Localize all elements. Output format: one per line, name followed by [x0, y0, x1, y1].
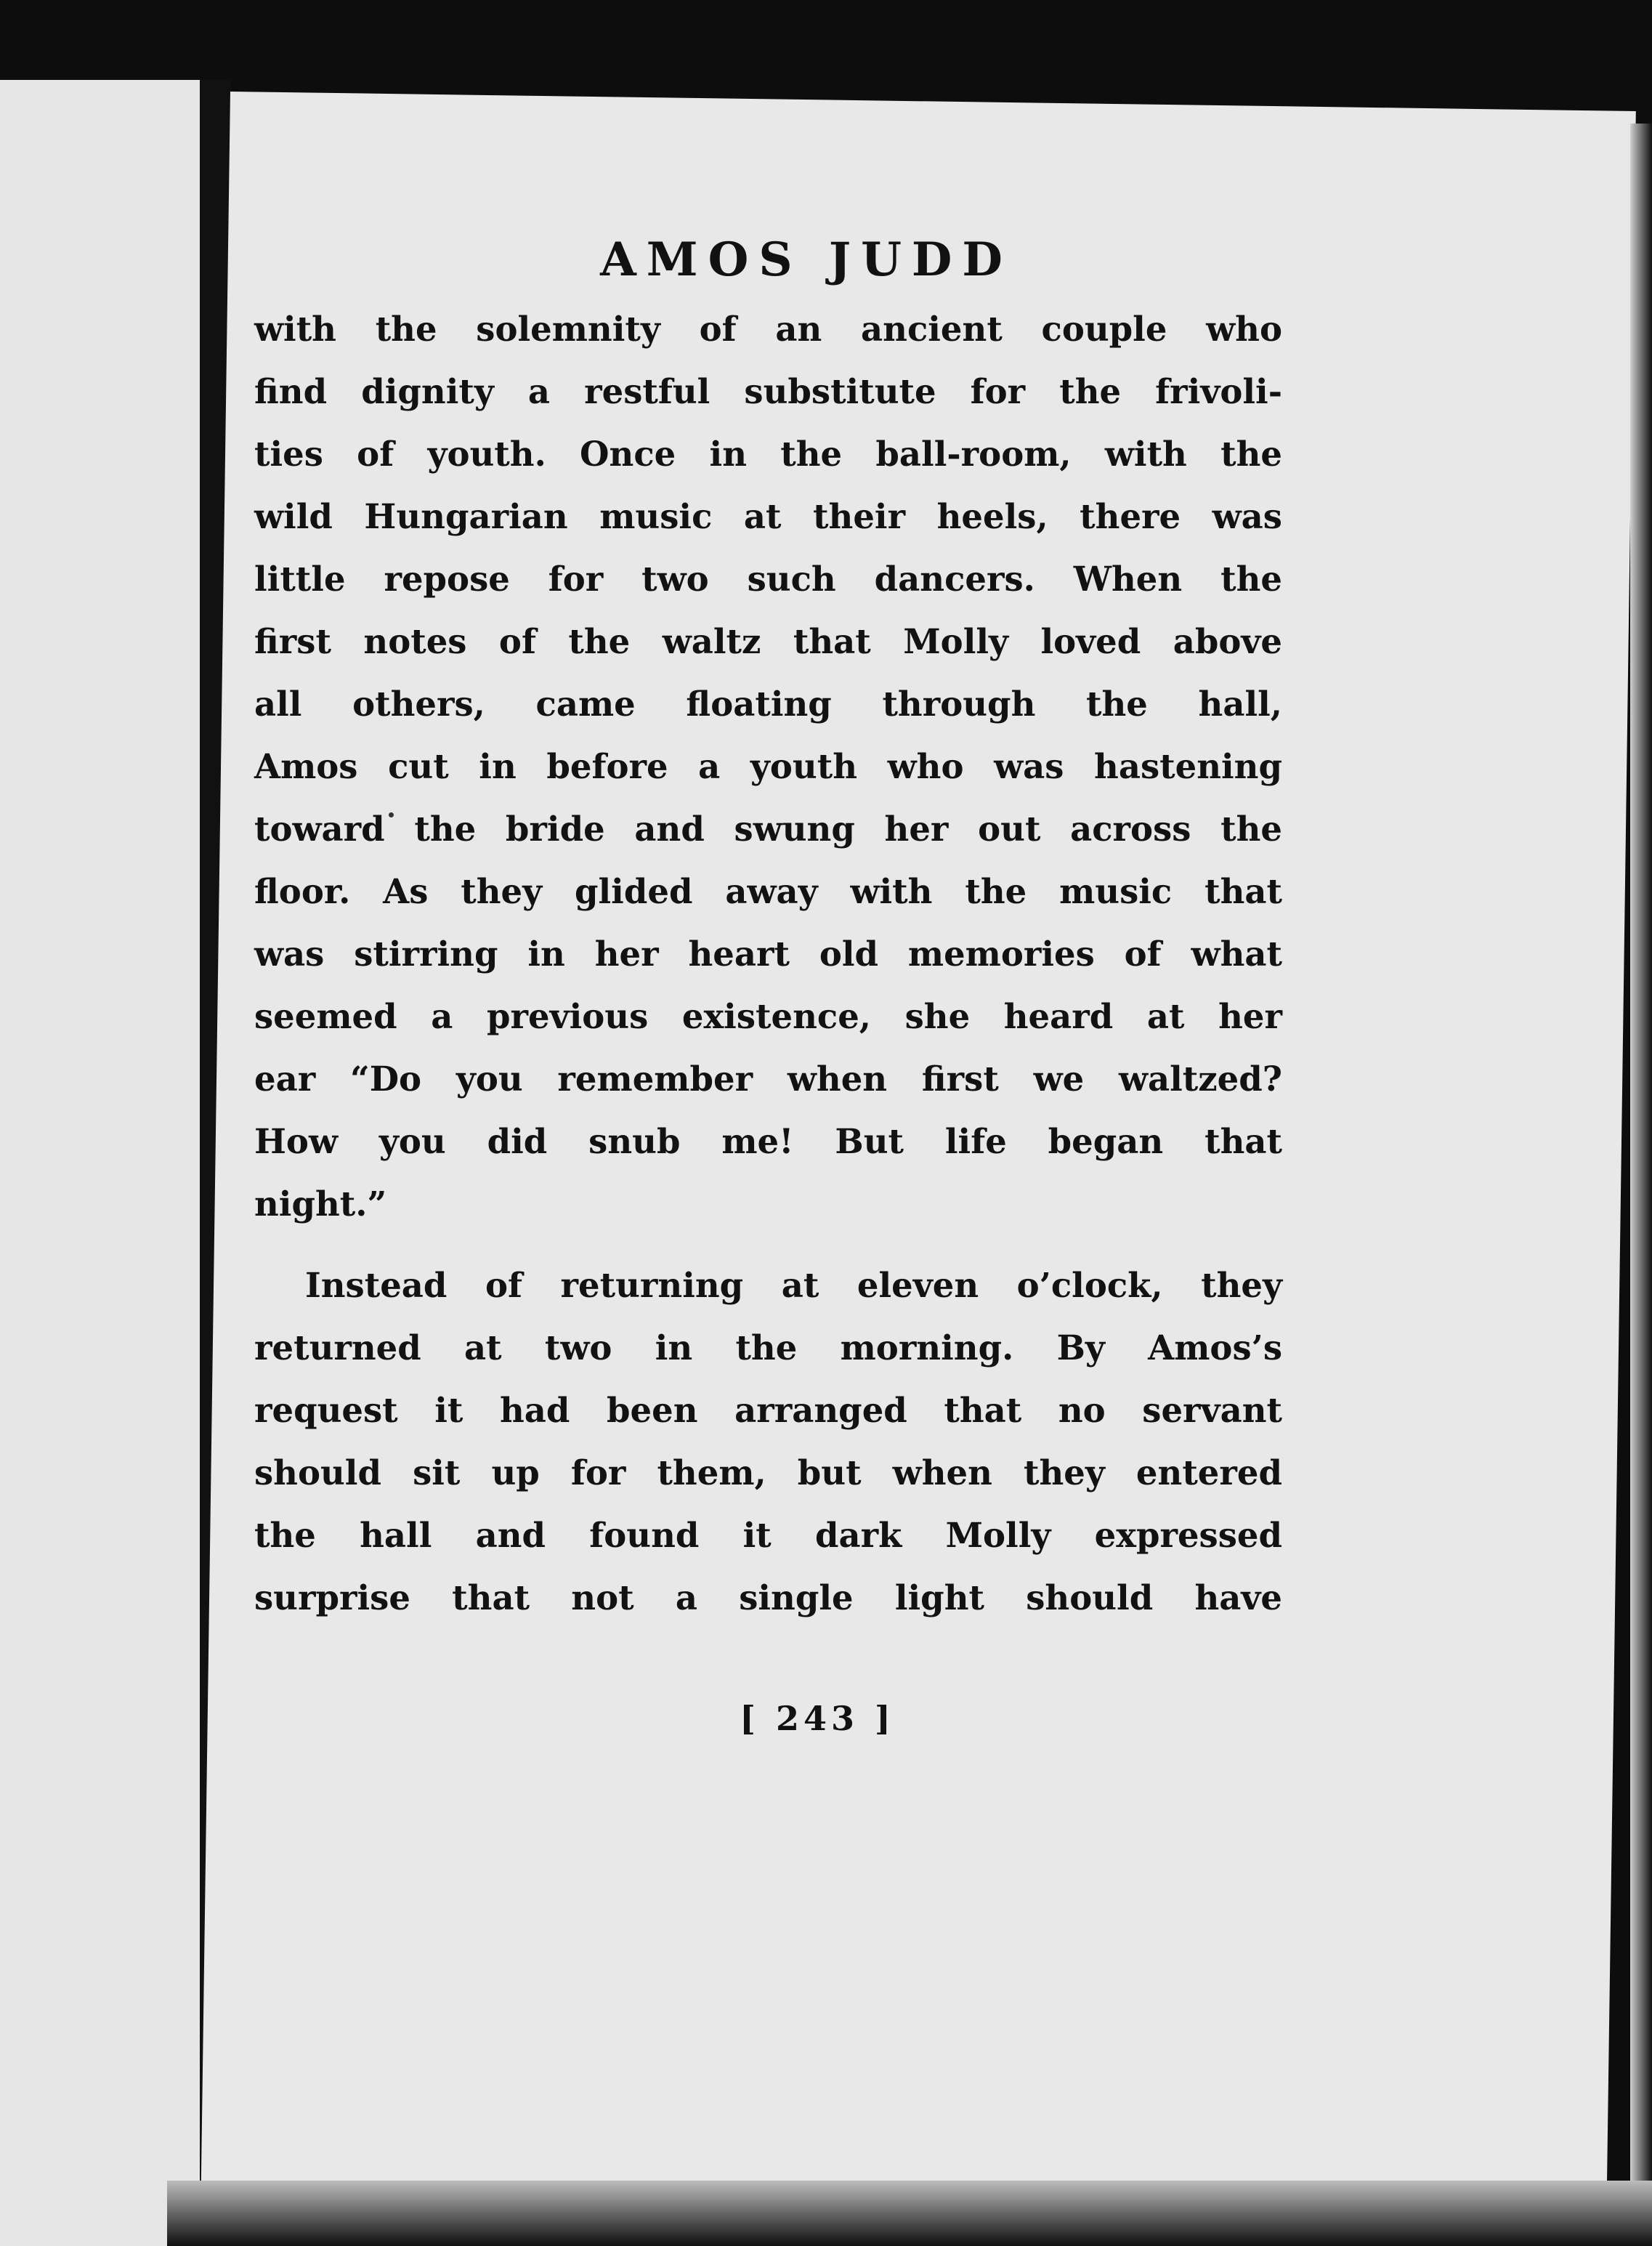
page-edge-shadow [1630, 124, 1652, 2246]
text-line: find dignity a restful substitute for the frivoli- [254, 371, 1282, 411]
text-line: with the solemnity of an ancient couple who [254, 309, 1282, 349]
text-line: How you did snub me! But life began that [254, 1121, 1282, 1161]
running-head: AMOS JUDD [600, 233, 1013, 287]
paragraph-gap [254, 1235, 1282, 1254]
page-bottom-shadow [167, 2181, 1652, 2246]
text-line: floor. As they glided away with the music that [254, 871, 1282, 911]
text-line: surprise that not a single light should have [254, 1578, 1282, 1617]
text-line: ear “Do you remember when first we waltzed? [254, 1059, 1282, 1099]
text-line: little repose for two such dancers. When the [254, 559, 1282, 599]
body-text [254, 298, 1282, 1629]
text-line: night.” [254, 1184, 387, 1224]
text-line: ties of youth. Once in the ball-room, with the [254, 434, 1282, 474]
text-line: was stirring in her heart old memories of what [254, 934, 1282, 974]
text-line: first notes of the waltz that Molly loved above [254, 621, 1282, 661]
facing-page-edge [0, 80, 200, 2246]
text-line: request it had been arranged that no servant [254, 1390, 1282, 1430]
text-line: all others, came floating through the hall, [254, 684, 1282, 724]
text-line: the hall and found it dark Molly expressed [254, 1515, 1282, 1555]
text-line: toward the bride and swung her out across the [254, 809, 1282, 849]
text-line: Amos cut in before a youth who was hastening [254, 746, 1282, 786]
page-number: [ 243 ] [740, 1699, 895, 1738]
text-line: seemed a previous existence, she heard at her [254, 996, 1282, 1036]
text-line: returned at two in the morning. By Amos’s [254, 1328, 1282, 1368]
text-line: should sit up for them, but when they entered [254, 1453, 1282, 1492]
text-line: wild Hungarian music at their heels, there was [254, 496, 1282, 536]
text-line: Instead of returning at eleven o’clock, they [305, 1265, 1282, 1305]
